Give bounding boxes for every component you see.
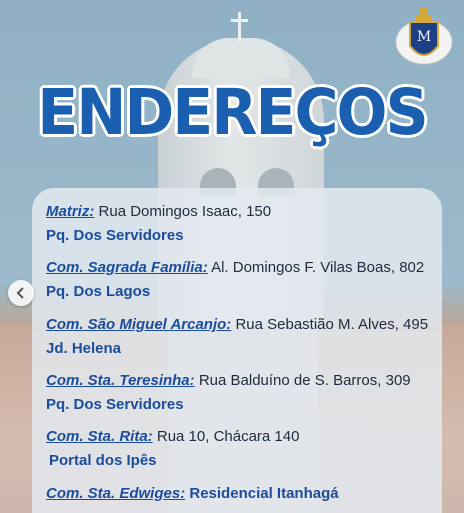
page-title: ENDEREÇOS <box>37 76 427 150</box>
entry-name: Matriz: <box>46 203 95 220</box>
entry-name: Com. São Miguel Arcanjo: <box>46 316 232 333</box>
svg-text:M: M <box>416 29 432 45</box>
entry-bairro: Pq. Dos Servidores <box>46 227 184 244</box>
entry-address: Rua Domingos Isaac, 150 <box>98 203 272 220</box>
carousel-prev-button[interactable] <box>8 280 34 306</box>
entry-name: Com. Sta. Edwiges: <box>46 485 186 502</box>
address-entry <box>46 202 271 245</box>
chevron-left-icon <box>15 287 27 299</box>
entry-address: Residencial Itanhagá <box>189 485 339 502</box>
address-entry <box>46 427 299 470</box>
entry-name: Com. Sagrada Família: <box>46 259 208 276</box>
entry-bairro: Portal dos Ipês <box>49 452 157 469</box>
entry-name: Com. Sta. Rita: <box>46 428 153 445</box>
cross-icon <box>238 12 241 42</box>
tower-cap <box>192 38 290 78</box>
entry-address: Rua Balduíno de S. Barros, 309 <box>198 372 411 389</box>
address-entry <box>46 484 339 503</box>
entry-bairro: Jd. Helena <box>46 340 122 357</box>
entry-address: Rua 10, Chácara 140 <box>156 428 300 445</box>
entry-bairro: Pq. Dos Lagos <box>46 283 151 300</box>
entry-address: Al. Domingos F. Vilas Boas, 802 <box>211 259 425 276</box>
entry-bairro: Pq. Dos Servidores <box>46 396 184 413</box>
entry-name: Com. Sta. Teresinha: <box>46 372 195 389</box>
entry-address: Rua Sebastião M. Alves, 495 <box>235 316 429 333</box>
cross-icon-bar <box>231 19 248 22</box>
address-entry <box>46 371 411 414</box>
address-entry <box>46 258 424 301</box>
address-entry <box>46 315 428 358</box>
parish-crest-icon <box>392 6 456 70</box>
